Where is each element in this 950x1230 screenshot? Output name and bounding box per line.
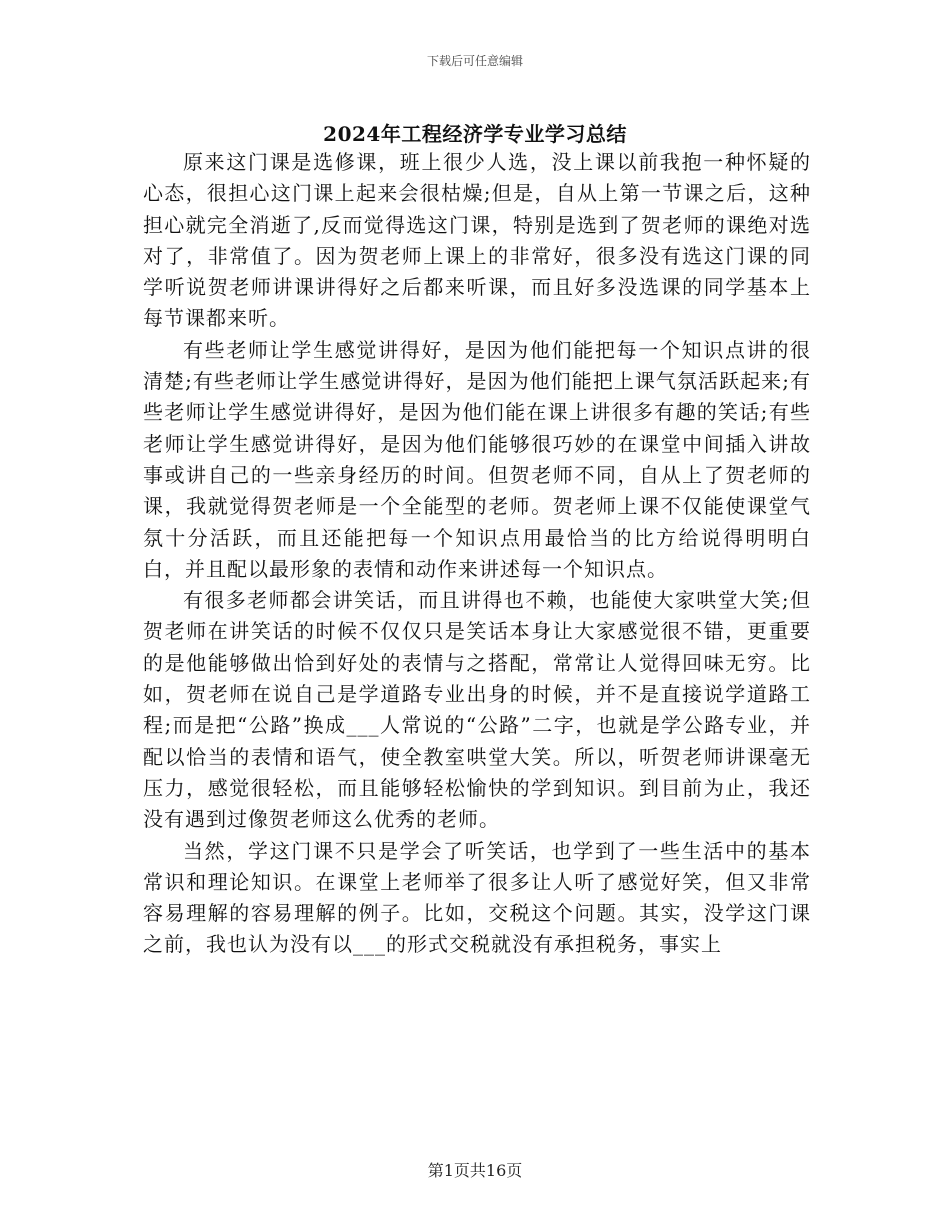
document-body: [143, 147, 811, 961]
paragraph: 有些老师让学生感觉讲得好，是因为他们能把每一个知识点讲的很清楚;有些老师让学生感觉讲得好，是因为他们能把上课气氛活跃起来;有些老师让学生感觉讲得好，是因为他们能在课上讲很多有趣的笑话;有些老师让学生感觉讲得好，是因为他们能够很巧妙的在课堂中间插入讲故事或讲自己的一些亲身经历的时间。但贺老师不同，自从上了贺老师的课，我就觉得贺老师是一个全能型的老师。贺老师上课不仅能使课堂气氛十分活跃，而且还能把每一个知识点用最恰当的比方给说得明明白白，并且配以最形象的表情和动作来讲述每一个知识点。: [143, 337, 811, 581]
paragraph: 原来这门课是选修课，班上很少人选，没上课以前我抱一种怀疑的心态，很担心这门课上起来会很枯燥;但是，自从上第一节课之后，这种担心就完全消逝了,反而觉得选这门课，特别是选到了贺老师的课绝对选对了，非常值了。因为贺老师上课上的非常好，很多没有选这门课的同学听说贺老师讲课讲得好之后都来听课，而且好多没选课的同学基本上每节课都来听。: [143, 150, 811, 331]
page-header: 下载后可任意编辑: [426, 54, 523, 68]
document-title: 2024年工程经济学专业学习总结: [323, 122, 627, 146]
page-footer: 第1页共16页: [427, 1161, 523, 1180]
paragraph: 当然，学这门课不只是学会了听笑话，也学到了一些生活中的基本常识和理论知识。在课堂上老师举了很多让人听了感觉好笑，但又非常容易理解的容易理解的例子。比如，交税这个问题。其实，没学这门课之前，我也认为没有以___的形式交税就没有承担税务，事实上: [143, 838, 811, 957]
paragraph: 有很多老师都会讲笑话，而且讲得也不赖，也能使大家哄堂大笑;但贺老师在讲笑话的时候不仅仅只是笑话本身让大家感觉很不错，更重要的是他能够做出恰到好处的表情与之搭配，常常让人觉得回味无穷。比如，贺老师在说自己是学道路专业出身的时候，并不是直接说学道路工程;而是把“公路”换成___人常说的“公路”二字，也就是学公路专业，并配以恰当的表情和语气，使全教室哄堂大笑。所以，听贺老师讲课毫无压力，感觉很轻松，而且能够轻松愉快的学到知识。到目前为止，我还没有遇到过像贺老师这么优秀的老师。: [143, 588, 811, 832]
